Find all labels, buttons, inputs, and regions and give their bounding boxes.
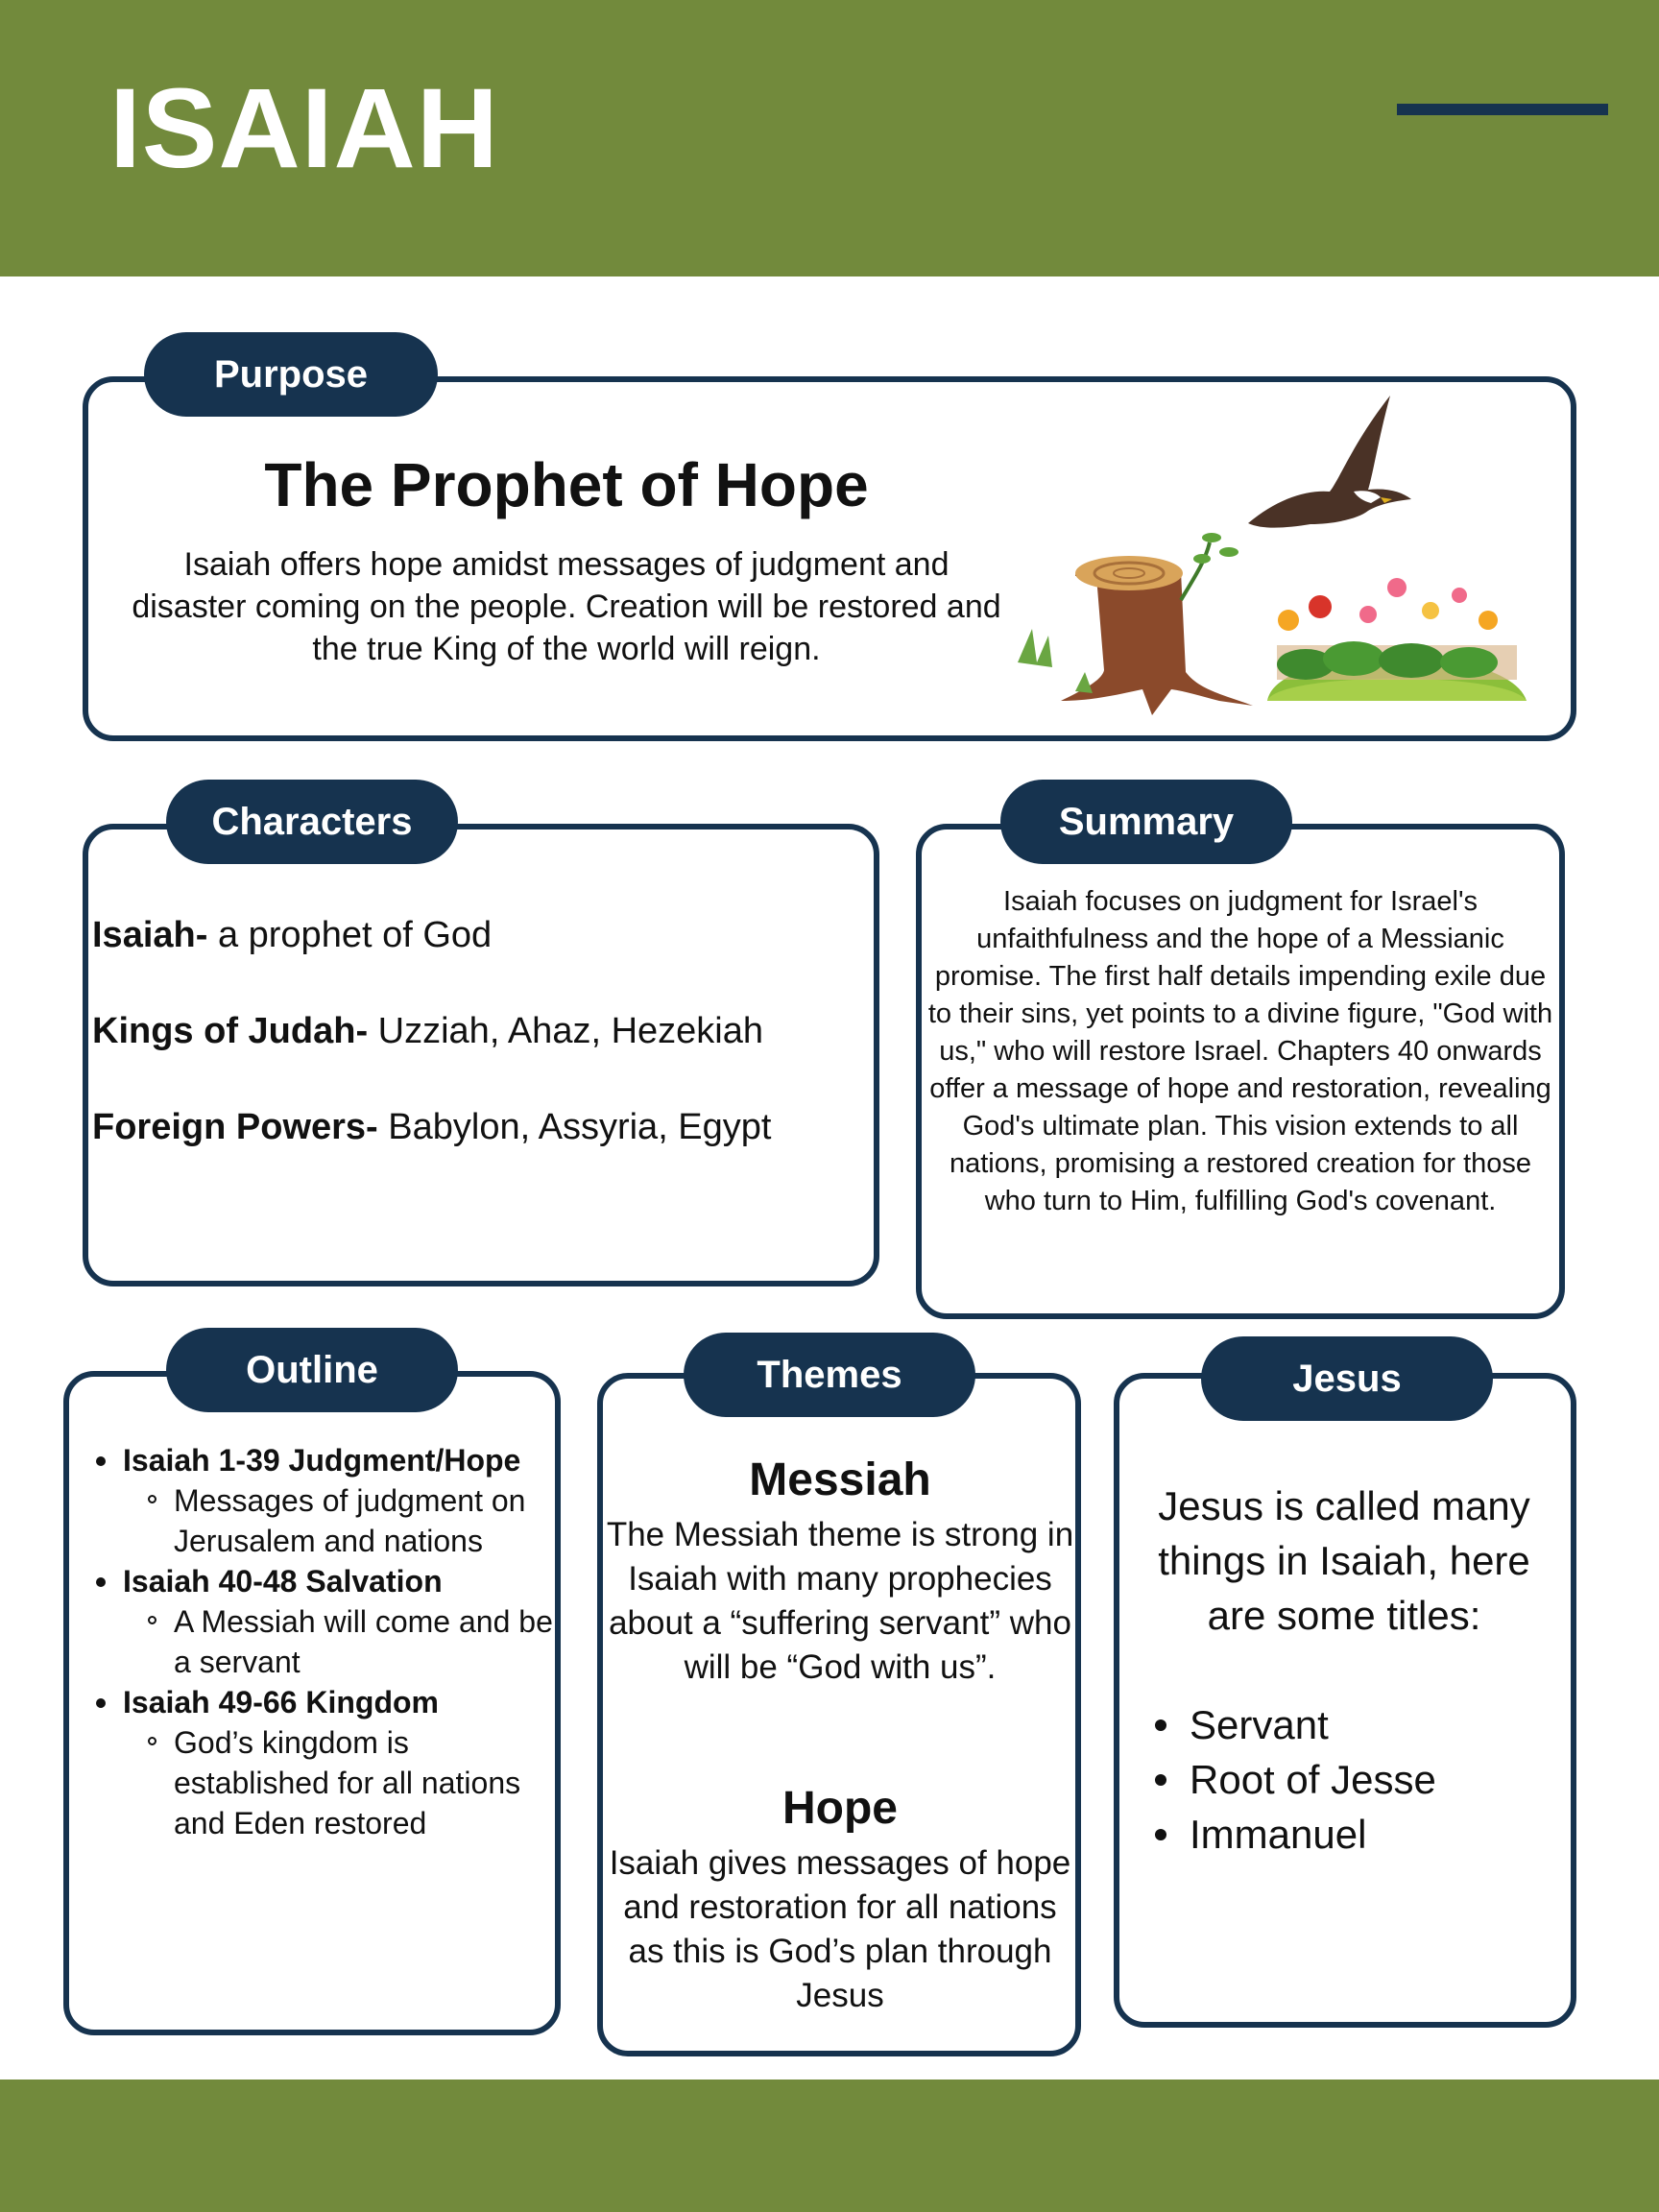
list-item: Servant [1147, 1697, 1436, 1752]
outline-section-title: Isaiah 40-48 Salvation [84, 1561, 555, 1601]
theme-text-messiah: The Messiah theme is strong in Isaiah with many prophecies about a “suffering servant” who will be “God with us”. [606, 1516, 1074, 1686]
tree-stump-icon [1018, 533, 1253, 715]
page-title: ISAIAH [109, 65, 499, 192]
purpose-label: Purpose [144, 332, 438, 417]
eagle-icon [1248, 396, 1411, 528]
character-item [92, 1008, 860, 1054]
footer-band [0, 2080, 1659, 2212]
outline-section-detail: God’s kingdom is established for all nations and Eden restored [84, 1722, 555, 1843]
jesus-titles-list [1147, 1697, 1436, 1862]
outline-section-title: Isaiah 1-39 Judgment/Hope [84, 1440, 555, 1480]
hope-illustration [989, 384, 1546, 739]
summary-label: Summary [1000, 780, 1292, 864]
themes-label: Themes [684, 1333, 975, 1417]
purpose-heading: The Prophet of Hope [264, 450, 869, 519]
theme-title-hope: Hope [782, 1783, 898, 1834]
outline-section-title: Isaiah 49-66 Kingdom [84, 1682, 555, 1722]
outline-list [84, 1440, 555, 1843]
list-item: Root of Jesse [1147, 1752, 1436, 1807]
character-name: Foreign Powers- [92, 1107, 378, 1147]
character-item [92, 912, 860, 958]
purpose-text: Isaiah offers hope amidst messages of judgment and disaster coming on the people. Creation will be restored and the true King of the world will reign. [132, 546, 1001, 667]
theme-text-hope: Isaiah gives messages of hope and restoration for all nations as this is God’s plan through Jesus [609, 1844, 1071, 2014]
characters-card [83, 824, 879, 1286]
outline-section-detail: Messages of judgment on Jerusalem and nations [84, 1480, 555, 1561]
outline-label: Outline [166, 1328, 458, 1412]
character-desc: Babylon, Assyria, Egypt [377, 1107, 772, 1147]
character-name: Kings of Judah- [92, 1011, 369, 1051]
garden-icon [1267, 578, 1527, 701]
character-item [92, 1104, 860, 1150]
outline-section-detail: A Messiah will come and be a servant [84, 1601, 555, 1682]
jesus-label: Jesus [1201, 1336, 1493, 1421]
summary-text: Isaiah focuses on judgment for Israel's unfaithfulness and the hope of a Messianic promise. The first half details impending exile due to their sins, yet points to a divine figure, "God with us," who will restore Israel. Chapters 40 onwards offer a message of hope and restoration, revealing God's ultimate plan. This vision extends to all nations, promising a restored creation for those who turn to Him, fulfilling God's covenant. [927, 886, 1553, 1216]
characters-label: Characters [166, 780, 458, 864]
theme-title-messiah: Messiah [749, 1455, 931, 1505]
character-desc: a prophet of God [207, 915, 493, 955]
character-desc: Uzziah, Ahaz, Hezekiah [368, 1011, 763, 1051]
jesus-intro: Jesus is called many things in Isaiah, here are some titles: [1158, 1483, 1530, 1638]
list-item: Immanuel [1147, 1807, 1436, 1862]
header-accent-line [1397, 104, 1608, 115]
character-name: Isaiah- [92, 915, 208, 955]
